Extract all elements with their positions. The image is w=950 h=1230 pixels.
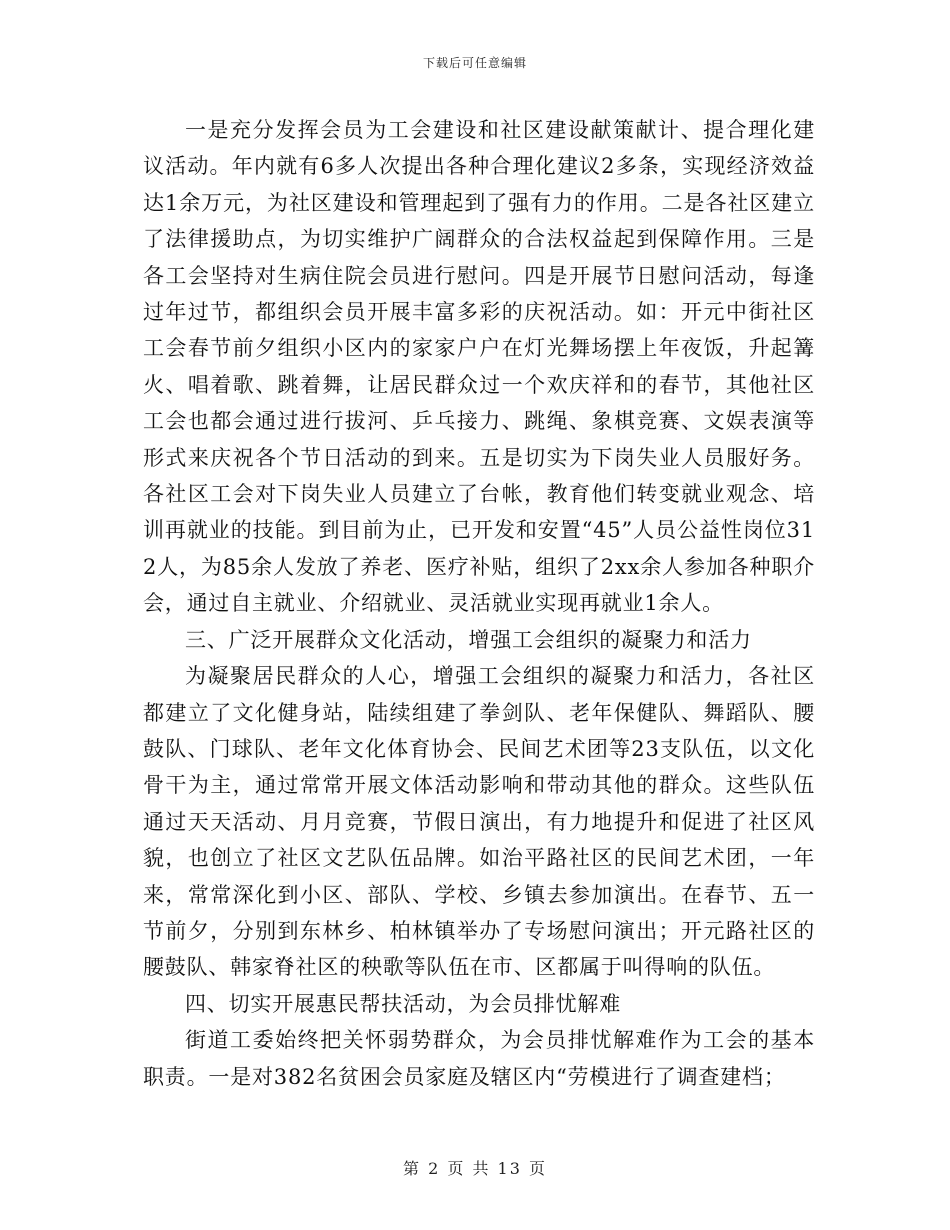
page-header-note: 下载后可任意编辑 xyxy=(422,56,527,70)
paragraph-3: 街道工委始终把关怀弱势群众，为会员排忧解难作为工会的基本职责。一是对382名贫困会员家庭及辖区内“劳模进行了调查建档； xyxy=(143,1028,815,1089)
document-body xyxy=(143,112,815,1095)
section-heading-4: 四、切实开展惠民帮扶活动，为会员排忧解难 xyxy=(185,991,621,1016)
page-number: 第 2 页 共 13 页 xyxy=(403,1159,547,1178)
section-heading-3: 三、广泛开展群众文化活动，增强工会组织的凝聚力和活力 xyxy=(185,627,752,652)
paragraph-2: 为凝聚居民群众的人心，增强工会组织的凝聚力和活力，各社区都建立了文化健身站，陆续组建了拳剑队、老年保健队、舞蹈队、腰鼓队、门球队、老年文化体育协会、民间艺术团等23支队伍，以文化骨干为主，通过常常开展文体活动影响和带动其他的群众。这些队伍通过天天活动、月月竞赛，节假日演出，有力地提升和促进了社区风貌，也创立了社区文艺队伍品牌。如治平路社区的民间艺术团，一年来，常常深化到小区、部队、学校、乡镇去参加演出。在春节、五一节前夕，分别到东林乡、柏林镇举办了专场慰问演出；开元路社区的腰鼓队、韩家脊社区的秧歌等队伍在市、区都属于叫得响的队伍。 xyxy=(143,664,815,980)
paragraph-1: 一是充分发挥会员为工会建设和社区建设献策献计、提合理化建议活动。年内就有6多人次提出各种合理化建议2多条，实现经济效益达1余万元，为社区建设和管理起到了强有力的作用。二是各社区建立了法律援助点，为切实维护广阔群众的合法权益起到保障作用。三是各工会坚持对生病住院会员进行慰问。四是开展节日慰问活动，每逢过年过节，都组织会员开展丰富多彩的庆祝活动。如：开元中街社区工会春节前夕组织小区内的家家户户在灯光舞场摆上年夜饭，升起篝火、唱着歌、跳着舞，让居民群众过一个欢庆祥和的春节，其他社区工会也都会通过进行拔河、乒乓接力、跳绳、象棋竞赛、文娱表演等形式来庆祝各个节日活动的到来。五是切实为下岗失业人员服好务。各社区工会对下岗失业人员建立了台帐，教育他们转变就业观念、培训再就业的技能。到目前为止，已开发和安置“45”人员公益性岗位312人，为85余人发放了养老、医疗补贴，组织了2xx余人参加各种职介会，通过自主就业、介绍就业、灵活就业实现再就业1余人。 xyxy=(143,118,815,616)
